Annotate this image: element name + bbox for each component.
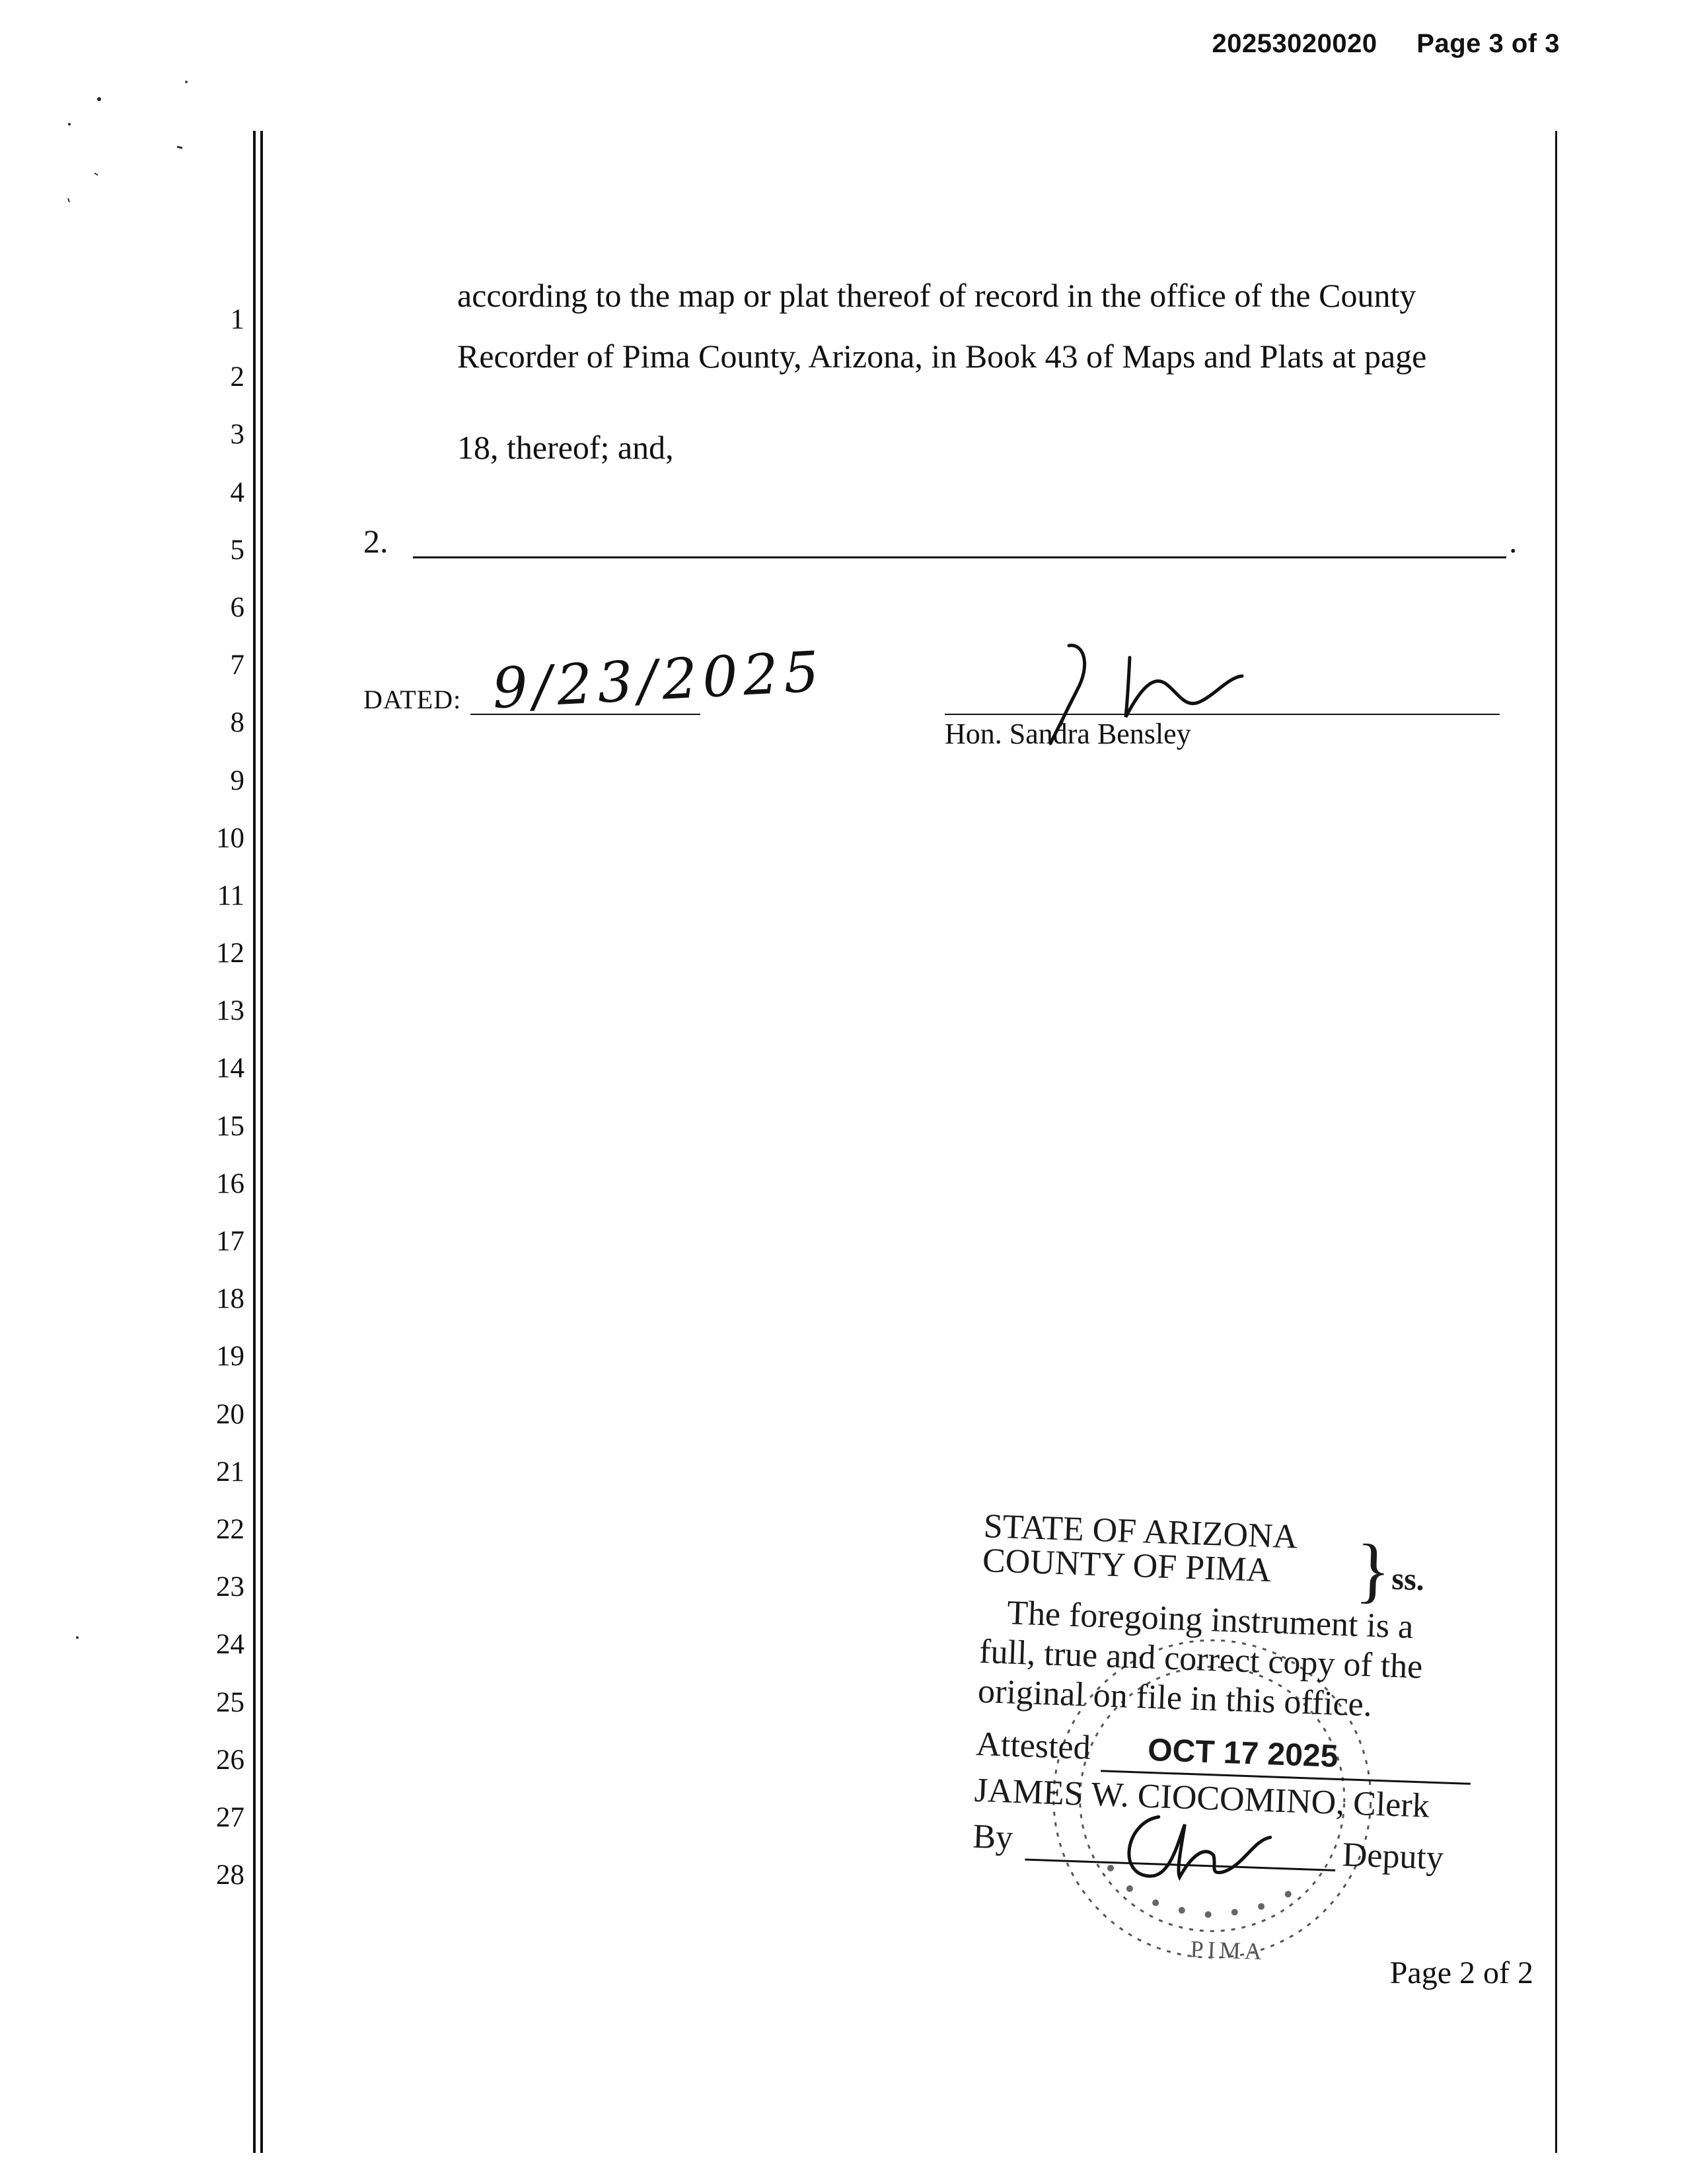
body-line-2: Recorder of Pima County, Arizona, in Book 43 of Maps and Plats at page	[457, 338, 1427, 375]
stamp-attested-date: OCT 17 2025	[1147, 1732, 1339, 1774]
body-line-3: 18, thereof; and,	[457, 429, 674, 466]
stamp-county: COUNTY OF PIMA	[982, 1541, 1272, 1590]
line-number: 3	[230, 419, 244, 451]
recording-number: 20253020020	[1212, 29, 1377, 58]
line-number: 11	[217, 880, 244, 911]
line-number: 10	[216, 822, 244, 854]
line-number: 15	[216, 1110, 244, 1142]
header-page-label: Page 3 of 3	[1416, 29, 1560, 58]
item-2-blank-line	[413, 556, 1506, 558]
line-number: 28	[216, 1860, 244, 1891]
line-number: 26	[216, 1744, 244, 1776]
deputy-signature	[1110, 1795, 1285, 1901]
item-2-end: .	[1509, 523, 1518, 560]
line-number: 21	[216, 1456, 244, 1487]
line-number: 12	[216, 938, 244, 969]
line-number: 6	[230, 591, 244, 623]
stamp-state: STATE OF ARIZONA	[982, 1507, 1299, 1556]
line-number: 14	[216, 1053, 244, 1084]
footer-page-label: Page 2 of 2	[1389, 1955, 1533, 1990]
item-2-number: 2.	[363, 523, 388, 560]
line-number: 18	[216, 1283, 244, 1315]
stamp-ss: ss.	[1391, 1561, 1425, 1598]
line-number: 27	[216, 1801, 244, 1833]
dated-label: DATED:	[363, 685, 462, 714]
line-number: 20	[216, 1398, 244, 1430]
line-number: 19	[216, 1341, 244, 1373]
line-number: 22	[216, 1513, 244, 1545]
seal-text: PIMA	[1190, 1936, 1266, 1965]
stamp-cert-line-1: The foregoing instrument is a	[1006, 1594, 1414, 1646]
stamp-cert-line-3: original on file in this office.	[977, 1672, 1373, 1724]
line-number: 9	[230, 765, 244, 796]
line-number: 8	[230, 707, 244, 739]
line-number: 13	[216, 995, 244, 1027]
line-number: 16	[216, 1168, 244, 1199]
dated-handwritten-value: 9/23/2025	[490, 638, 826, 722]
stamp-clerk-name: JAMES W. CIOCOMINO, Clerk	[974, 1771, 1430, 1825]
stamp-attested-label: Attested	[975, 1725, 1091, 1767]
stamp-deputy-label: Deputy	[1341, 1836, 1444, 1877]
line-number: 7	[230, 650, 244, 681]
line-number-column	[192, 291, 244, 1904]
line-number: 2	[230, 361, 244, 393]
line-number: 5	[230, 534, 244, 566]
stamp-brace: }	[1354, 1528, 1392, 1611]
right-margin-rule	[1555, 131, 1557, 2153]
line-number: 1	[230, 304, 244, 335]
stamp-cert-line-2: full, true and correct copy of the	[978, 1632, 1424, 1686]
line-number: 24	[216, 1629, 244, 1661]
body-line-1: according to the map or plat thereof of record in the office of the County	[457, 277, 1416, 314]
signer-name: Hon. Sandra Bensley	[945, 718, 1191, 750]
line-number: 23	[216, 1571, 244, 1603]
stamp-by-label: By	[972, 1817, 1014, 1857]
line-number: 25	[216, 1686, 244, 1718]
recording-header	[1212, 29, 1560, 59]
line-number: 17	[216, 1226, 244, 1257]
line-number: 4	[230, 476, 244, 508]
